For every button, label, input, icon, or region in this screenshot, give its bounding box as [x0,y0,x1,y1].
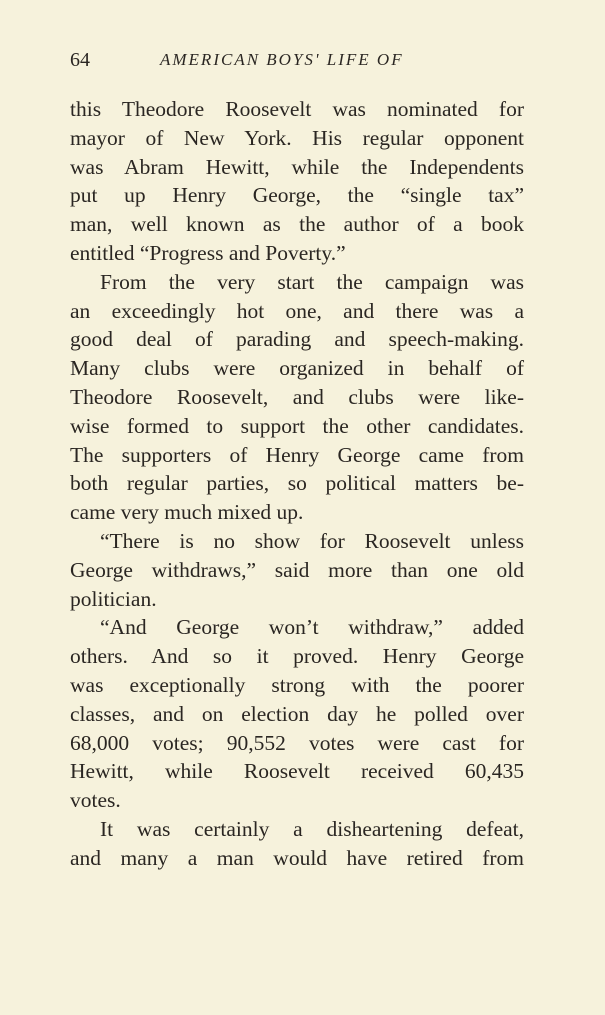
text-line: Many clubs were organized in behalf of [70,356,524,381]
text-line: man, well known as the author of a book [70,212,524,237]
text-line: an exceedingly hot one, and there was a [70,298,524,323]
text-line: and many a man would have retired from [70,845,524,870]
text-line: entitled “Progress and Poverty.” [70,240,346,265]
page-number: 64 [70,49,90,71]
running-head [70,42,530,78]
text-line: It was certainly a disheartening defeat, [100,816,524,841]
text-line: Theodore Roosevelt, and clubs were like- [70,384,524,409]
text-line: put up Henry George, the “single tax” [70,183,524,208]
text-line: votes. [70,788,121,813]
text-line: mayor of New York. His regular opponent [70,125,524,150]
text-line: was Abram Hewitt, while the Independents [70,154,524,179]
text-line: good deal of parading and speech-making. [70,327,524,352]
text-line: others. And so it proved. Henry George [70,644,524,669]
text-line: this Theodore Roosevelt was nominated for [70,97,524,121]
text-line: both regular parties, so political matters be- [70,471,524,496]
text-line: “And George won’t withdraw,” added [100,615,524,640]
text-line: politician. [70,586,157,611]
text-line: George withdraws,” said more than one old [70,557,524,582]
text-line: classes, and on election day he polled over [70,701,524,726]
text-line: wise formed to support the other candidates. [70,413,524,438]
running-title: AMERICAN BOYS' LIFE OF [160,50,404,69]
text-line: 68,000 votes; 90,552 votes were cast for [70,730,524,755]
text-line: was exceptionally strong with the poorer [70,672,524,697]
text-line: Hewitt, while Roosevelt received 60,435 [70,759,524,784]
text-line: From the very start the campaign was [100,269,524,294]
text-line: came very much mixed up. [70,500,304,525]
text-line: “There is no show for Roosevelt unless [100,528,524,553]
text-line: The supporters of Henry George came from [70,442,524,467]
body-text [70,95,524,873]
